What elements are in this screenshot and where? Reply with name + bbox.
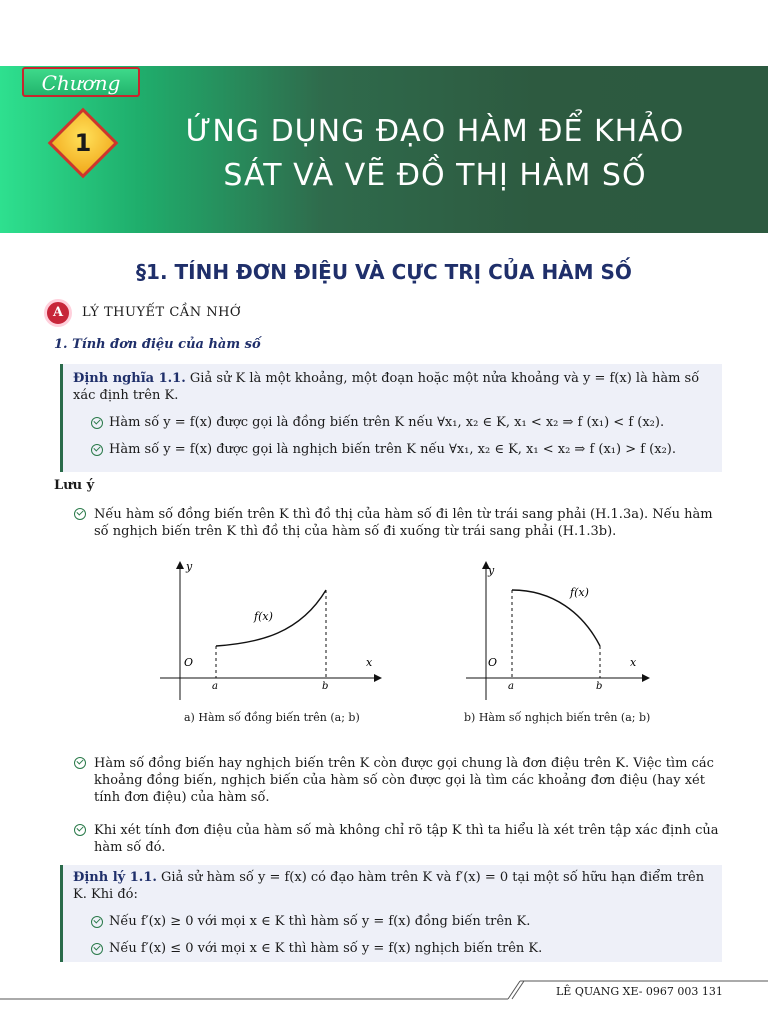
chapter-tab-label: Chương — [22, 67, 140, 97]
x-label: x — [630, 656, 637, 669]
increasing-function-graph — [150, 558, 390, 708]
b-label: b — [596, 681, 603, 692]
theorem-intro — [73, 869, 718, 903]
theorem-label: Định lý 1.1. — [73, 870, 157, 885]
fx-label: f(x) — [570, 586, 589, 599]
theorem-content — [73, 869, 718, 957]
fx-label: f(x) — [254, 610, 273, 623]
y-label: y — [186, 560, 193, 573]
check-circle-icon — [91, 916, 103, 928]
note-paragraph-2-text: Hàm số đồng biến hay nghịch biến trên K còn được gọi chung là đơn điệu trên K. Việc tìm các khoảng đồng biến, nghịch biến của hàm số còn được gọi là tìm các khoảng đơn điệu (hay xét tính đơn điệu) của hàm số. — [94, 756, 714, 805]
graph-right-caption: b) Hàm số nghịch biến trên (a; b) — [464, 711, 651, 724]
theorem-item-2 — [73, 940, 718, 957]
definition-intro — [73, 370, 718, 404]
note-paragraph-2 — [74, 755, 724, 806]
check-circle-icon — [91, 943, 103, 955]
check-circle-icon — [91, 417, 103, 429]
theorem-item-1 — [73, 913, 718, 930]
chapter-title — [130, 110, 740, 198]
a-label: a — [212, 681, 218, 692]
definition-label: Định nghĩa 1.1. — [73, 371, 186, 386]
subsection-title: 1. Tính đơn điệu của hàm số — [54, 337, 261, 352]
check-circle-icon — [74, 508, 86, 520]
footer-author: LÊ QUANG XE- 0967 003 131 — [556, 985, 723, 998]
origin-label: O — [488, 656, 498, 669]
chapter-title-line2: SÁT VÀ VẼ ĐỒ THỊ HÀM SỐ — [223, 158, 647, 193]
note-paragraph-3 — [74, 822, 724, 856]
check-circle-icon — [74, 824, 86, 836]
origin-label: O — [184, 656, 194, 669]
a-label: a — [508, 681, 514, 692]
theorem-item-1-text: Nếu f′(x) ≥ 0 với mọi x ∈ K thì hàm số y = f(x) đồng biến trên K. — [109, 914, 531, 929]
note-label: Lưu ý — [54, 478, 95, 493]
b-label: b — [322, 681, 329, 692]
y-label: y — [488, 564, 495, 577]
note-paragraph-1 — [74, 506, 724, 540]
part-title: LÝ THUYẾT CẦN NHỚ — [82, 305, 242, 320]
note-paragraph-3-text: Khi xét tính đơn điệu của hàm số mà không chỉ rõ tập K thì ta hiểu là xét trên tập xác định của hàm số đó. — [94, 823, 719, 855]
decreasing-function-graph — [458, 558, 658, 708]
section-title: §1. TÍNH ĐƠN ĐIỆU VÀ CỰC TRỊ CỦA HÀM SỐ — [136, 260, 632, 284]
definition-item-1-text: Hàm số y = f(x) được gọi là đồng biến trên K nếu ∀x₁, x₂ ∈ K, x₁ < x₂ ⇒ f (x₁) < f (x₂). — [109, 415, 665, 430]
part-badge: A — [44, 299, 72, 327]
chapter-title-line1: ỨNG DỤNG ĐẠO HÀM ĐỂ KHẢO — [185, 114, 685, 149]
chapter-number: 1 — [74, 129, 92, 157]
definition-intro-text: Giả sử K là một khoảng, một đoạn hoặc một nửa khoảng và y = f(x) là hàm số xác định trên K. — [73, 371, 700, 403]
definition-content — [73, 370, 718, 458]
check-circle-icon — [91, 444, 103, 456]
note-paragraph-1-text: Nếu hàm số đồng biến trên K thì đồ thị của hàm số đi lên từ trái sang phải (H.1.3a). Nếu hàm số nghịch biến trên K thì đồ thị của hàm số đi xuống từ trái sang phải (H.1.3b). — [94, 507, 713, 539]
theorem-intro-text: Giả sử hàm số y = f(x) có đạo hàm trên K và f′(x) = 0 tại một số hữu hạn điểm trên K. Khi đó: — [73, 870, 705, 902]
definition-item-1 — [73, 414, 718, 431]
check-circle-icon — [74, 757, 86, 769]
graph-left-caption: a) Hàm số đồng biến trên (a; b) — [184, 711, 360, 724]
definition-item-2-text: Hàm số y = f(x) được gọi là nghịch biến trên K nếu ∀x₁, x₂ ∈ K, x₁ < x₂ ⇒ f (x₁) > f (x₂). — [109, 442, 676, 457]
definition-item-2 — [73, 441, 718, 458]
x-label: x — [366, 656, 373, 669]
theorem-item-2-text: Nếu f′(x) ≤ 0 với mọi x ∈ K thì hàm số y = f(x) nghịch biến trên K. — [109, 941, 543, 956]
